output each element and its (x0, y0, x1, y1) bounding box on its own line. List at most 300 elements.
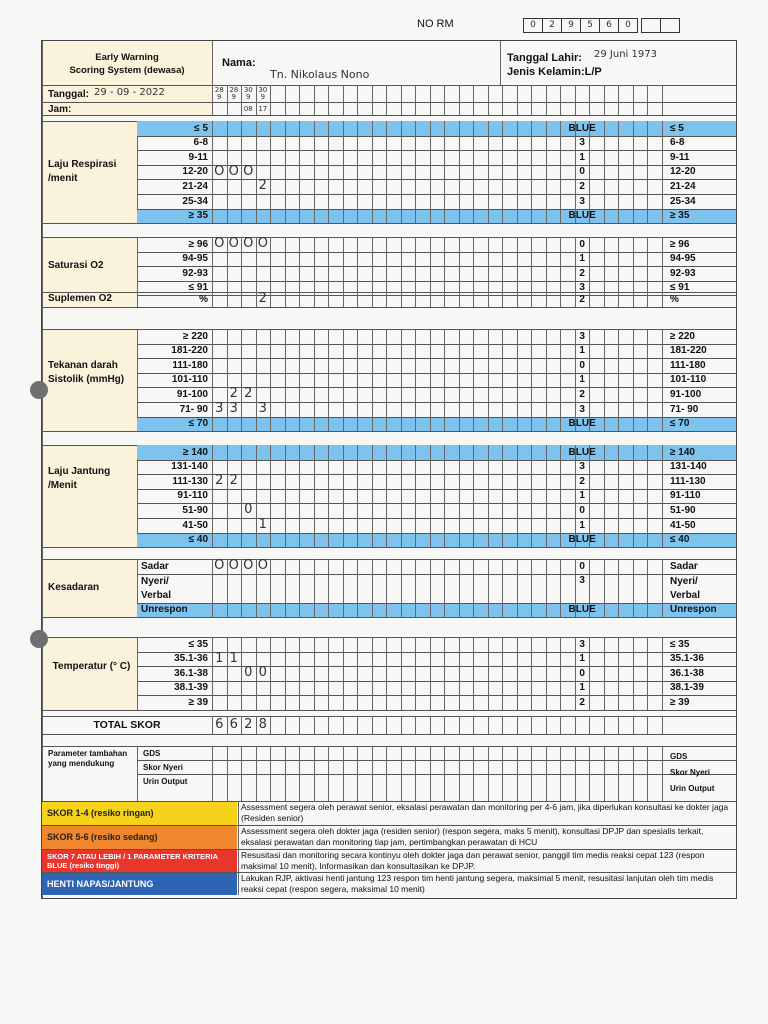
range-3-2: 111-180 (172, 359, 208, 371)
date-col-bottom[interactable]: 9 (217, 93, 222, 101)
grid-col (473, 237, 474, 295)
range-4-3: 91-110 (177, 490, 208, 502)
section-label-0: Laju Respirasi /menit (48, 159, 117, 185)
grid-col (357, 559, 358, 617)
grid-col (647, 445, 648, 547)
param-item-right: Urin Output (670, 784, 715, 793)
range-right-0-3: 12-20 (670, 166, 696, 178)
form-left (42, 41, 43, 898)
grid-col (633, 445, 634, 547)
range-6-1: 35.1-36 (174, 653, 208, 665)
handwritten-mark[interactable]: 3 (215, 401, 224, 416)
grid-col (314, 445, 315, 547)
grid-col (662, 237, 663, 295)
grid-col (444, 292, 445, 307)
grid-col (343, 445, 344, 547)
score-1-1: 1 (579, 253, 585, 265)
grid-col (633, 121, 634, 223)
grid-col (459, 237, 460, 295)
grid-col (647, 292, 648, 307)
grid-col (546, 746, 547, 801)
grid-col (212, 121, 213, 223)
legend-divider (238, 801, 239, 895)
range-0-3: 12-20 (182, 166, 208, 178)
section-label-4: Laju Jantung /Menit (48, 466, 111, 491)
grid-col (415, 292, 416, 307)
range-right-3-4: 91-100 (670, 388, 702, 400)
grid-col (618, 329, 619, 431)
range-right-3-0: ≥ 220 (670, 330, 695, 342)
handwritten-mark[interactable]: O (243, 236, 254, 251)
no-rm-digit-box[interactable] (660, 18, 680, 33)
param-item: Skor Nyeri (143, 763, 184, 772)
score-3-1: 1 (579, 345, 585, 357)
range-right-1-1: 94-95 (670, 253, 696, 265)
grid-col (575, 85, 576, 115)
grid-col (575, 716, 576, 734)
grid-col (343, 637, 344, 710)
grid-col (604, 85, 605, 115)
grid-col (212, 746, 213, 801)
handwritten-mark[interactable]: O (214, 236, 225, 251)
grid-col (546, 445, 547, 547)
no-rm-digit-box[interactable] (641, 18, 661, 33)
grid-col (386, 237, 387, 295)
grid-col (575, 445, 576, 547)
score-4-1: 3 (579, 461, 585, 473)
date-col-top[interactable]: 30 (258, 86, 268, 94)
total-value[interactable]: 6 (215, 717, 224, 732)
grid-col (459, 716, 460, 734)
grid-col (285, 292, 286, 307)
grid-col (546, 85, 547, 115)
grid-col (314, 746, 315, 801)
total-top (42, 716, 736, 717)
grid-col (328, 445, 329, 547)
range-right-0-1: 6-8 (670, 137, 685, 149)
grid-col (357, 716, 358, 734)
grid-col (531, 445, 532, 547)
grid-col (589, 716, 590, 734)
section-bottom (42, 223, 736, 224)
no-rm-digit-box[interactable]: 0 (618, 18, 638, 33)
grid-col (647, 329, 648, 431)
grid-col (618, 237, 619, 295)
grid-col (227, 637, 228, 710)
score-4-0: BLUE (568, 446, 596, 458)
score-0-3: 0 (579, 166, 585, 178)
grid-col (531, 85, 532, 115)
grid-col (328, 237, 329, 295)
handwritten-mark[interactable]: 2 (229, 386, 238, 402)
grid-col (415, 85, 416, 115)
grid-col (415, 445, 416, 547)
grid-col (227, 445, 228, 547)
handwritten-mark[interactable]: O (228, 558, 239, 573)
grid-col (444, 85, 445, 115)
date-col-bottom[interactable]: 9 (260, 93, 266, 101)
grid-col (401, 292, 402, 307)
score-5-0: 0 (579, 560, 585, 572)
grid-col (604, 716, 605, 734)
grid-col (502, 746, 503, 801)
score-3-4: 2 (579, 388, 585, 400)
range-right-5-0: Sadar (670, 560, 698, 572)
range-6-0: ≤ 35 (188, 638, 208, 650)
range-right-2-0: % (670, 293, 679, 305)
score-1-0: 0 (579, 238, 585, 250)
section-label-2: Suplemen O2 (48, 293, 112, 305)
grid-col (502, 559, 503, 617)
range-3-4: 91-100 (176, 388, 208, 400)
tanggal-lahir-label: Tanggal Lahir: (507, 52, 582, 64)
legend-line (42, 872, 736, 873)
grid-col (415, 329, 416, 431)
handwritten-mark[interactable]: 1 (215, 650, 224, 666)
no-rm-digit-box[interactable]: 2 (542, 18, 562, 33)
header-divider (500, 41, 501, 85)
handwritten-mark[interactable]: O (243, 163, 254, 179)
no-rm-digit-box[interactable]: 9 (561, 18, 581, 33)
score-0-0: BLUE (568, 122, 596, 134)
score-4-2: 2 (579, 475, 585, 487)
grid-col (546, 559, 547, 617)
grid-col (430, 559, 431, 617)
range-right-4-2: 111-130 (670, 475, 706, 487)
punch-hole-top (30, 381, 48, 399)
nama-value[interactable]: Tn. Nikolaus Nono (270, 68, 370, 81)
grid-col (415, 637, 416, 710)
handwritten-mark[interactable]: 1 (258, 517, 267, 532)
range-right-3-5: 71- 90 (670, 403, 699, 415)
grid-col (444, 637, 445, 710)
grid-col (459, 121, 460, 223)
grid-col (560, 746, 561, 801)
range-right-1-3: ≤ 91 (670, 282, 690, 294)
grid-col (343, 237, 344, 295)
grid-col (502, 637, 503, 710)
grid-col (430, 637, 431, 710)
grid-col (444, 237, 445, 295)
grid-col (502, 121, 503, 223)
handwritten-mark[interactable]: 3 (229, 401, 238, 416)
grid-col (430, 329, 431, 431)
grid-col (531, 716, 532, 734)
grid-col (314, 637, 315, 710)
range-right-3-3: 101-110 (670, 374, 707, 386)
grid-col (531, 559, 532, 617)
score-6-4: 2 (579, 696, 585, 708)
score-6-1: 1 (579, 653, 585, 665)
range-3-5: 71- 90 (179, 403, 208, 415)
no-rm-digit-box[interactable]: 0 (523, 18, 543, 33)
grid-col (314, 121, 315, 223)
no-rm-digit-box[interactable]: 5 (580, 18, 600, 33)
grid-col (328, 85, 329, 115)
section-label-6: Temperatur (° C) (52, 660, 131, 672)
grid-col (662, 292, 663, 307)
total-value[interactable]: 2 (244, 717, 253, 732)
handwritten-mark[interactable]: 2 (215, 473, 224, 489)
grid-col (430, 237, 431, 295)
ews-table (41, 40, 737, 899)
handwritten-mark[interactable]: 0 (244, 502, 253, 518)
grid-col (256, 559, 257, 617)
grid-col (575, 292, 576, 307)
date-col-top[interactable]: 30 (243, 86, 253, 94)
grid-col (662, 121, 663, 223)
score-5-2: BLUE (568, 604, 596, 616)
grid-col (473, 716, 474, 734)
grid-col (285, 445, 286, 547)
grid-col (488, 746, 489, 801)
legend-line (42, 825, 736, 826)
grid-col (604, 121, 605, 223)
grid-col (604, 292, 605, 307)
grid-col (227, 559, 228, 617)
score-0-2: 1 (579, 151, 585, 163)
grid-col (328, 121, 329, 223)
range-right-4-1: 131-140 (670, 461, 707, 473)
grid-col (401, 445, 402, 547)
time-col[interactable]: 17 (258, 105, 268, 113)
grid-col (386, 637, 387, 710)
param-label: Parameter tambahan yang mendukung (48, 749, 128, 768)
grid-col (357, 237, 358, 295)
grid-col (546, 716, 547, 734)
grid-col (473, 746, 474, 801)
grid-col (372, 329, 373, 431)
handwritten-mark[interactable]: O (214, 163, 225, 179)
date-col-bottom[interactable]: 9 (246, 93, 251, 101)
handwritten-mark[interactable]: 2 (229, 473, 238, 489)
grid-col (488, 85, 489, 115)
grid-col (401, 85, 402, 115)
range-right-6-2: 36.1-38 (670, 667, 704, 679)
grid-col (618, 121, 619, 223)
range-3-3: 101-110 (171, 374, 208, 386)
grid-col (473, 559, 474, 617)
grid-col (328, 637, 329, 710)
handwritten-mark[interactable]: O (228, 163, 239, 179)
grid-col (560, 292, 561, 307)
range-0-1: 6-8 (193, 137, 208, 149)
grid-col (372, 121, 373, 223)
grid-col (531, 637, 532, 710)
legend-text-0: Assessment segera oleh perawat senior, eksalasi perawatan dan monitoring per 4-6 jam, jika diperlukan konsultasi ke dokter jaga (Residen senior) (241, 802, 729, 823)
grid-col (270, 746, 271, 801)
range-right-0-2: 9-11 (670, 151, 690, 163)
grid-col (618, 559, 619, 617)
label-divider (137, 292, 138, 307)
handwritten-mark[interactable]: 2 (258, 178, 267, 194)
grid-col (328, 746, 329, 801)
handwritten-mark[interactable]: O (257, 558, 268, 573)
date-col-top[interactable]: 28 (214, 86, 224, 94)
grid-col (488, 559, 489, 617)
score-3-5: 3 (579, 403, 585, 415)
grid-col (589, 85, 590, 115)
score-0-6: BLUE (568, 210, 596, 222)
total-value[interactable]: 8 (258, 717, 267, 732)
score-0-4: 2 (579, 180, 585, 192)
handwritten-mark[interactable]: O (257, 236, 268, 251)
grid-col (575, 637, 576, 710)
grid-col (502, 329, 503, 431)
handwritten-mark[interactable]: O (228, 236, 239, 251)
grid-col (343, 716, 344, 734)
range-4-1: 131-140 (171, 461, 208, 473)
grid-col (299, 637, 300, 710)
grid-col (560, 329, 561, 431)
grid-col (618, 716, 619, 734)
grid-col (415, 237, 416, 295)
no-rm-label: NO RM (417, 18, 454, 30)
grid-col (560, 121, 561, 223)
range-4-0: ≥ 140 (183, 446, 208, 458)
grid-col (343, 559, 344, 617)
grid-col (415, 121, 416, 223)
grid-col (415, 559, 416, 617)
grid-col (473, 329, 474, 431)
grid-col (314, 716, 315, 734)
grid-col (604, 445, 605, 547)
grid-col (227, 237, 228, 295)
grid-col (212, 559, 213, 617)
date-col-top[interactable]: 28 (229, 86, 239, 94)
range-right-6-4: ≥ 39 (670, 696, 690, 708)
range-0-4: 21-24 (182, 180, 208, 192)
grid-col (227, 121, 228, 223)
grid-col (386, 85, 387, 115)
grid-col (314, 237, 315, 295)
grid-col (314, 559, 315, 617)
grid-col (241, 237, 242, 295)
grid-col (430, 292, 431, 307)
grid-col (546, 121, 547, 223)
grid-col (401, 746, 402, 801)
grid-col (647, 237, 648, 295)
grid-col (357, 292, 358, 307)
handwritten-mark[interactable]: 2 (244, 386, 253, 402)
grid-col (401, 237, 402, 295)
grid-col (444, 716, 445, 734)
grid-col (386, 746, 387, 801)
range-5-2: Unrespon (141, 604, 188, 616)
grid-col (270, 445, 271, 547)
grid-col (285, 716, 286, 734)
section-bottom (42, 547, 736, 548)
grid-col (357, 746, 358, 801)
handwritten-mark[interactable]: O (243, 558, 254, 573)
legend-text-2: Resusitasi dan monitoring secara kontinyu oleh dokter jaga dan perawat senior, panggil tim medis reaksi cepat 123 (respon maksimal 10 menit), Informasikan dan konsultasikan ke DPJP. (241, 850, 705, 871)
grid-col (531, 292, 532, 307)
section-top (42, 637, 736, 638)
total-bottom (42, 734, 736, 735)
range-right-0-0: ≤ 5 (670, 122, 684, 134)
section-top (42, 292, 736, 293)
handwritten-mark[interactable]: O (214, 558, 225, 573)
tanggal-value[interactable]: 29 - 09 - 2022 (94, 87, 165, 98)
grid-col (546, 237, 547, 295)
range-right-4-6: ≤ 40 (670, 534, 690, 546)
grid-col (473, 292, 474, 307)
grid-col (314, 292, 315, 307)
tanggal-lahir-value[interactable]: 29 Juni 1973 (594, 49, 657, 60)
section-bottom (42, 295, 736, 296)
range-right-4-5: 41-50 (670, 519, 696, 531)
grid-col (299, 85, 300, 115)
range-0-2: 9-11 (188, 151, 208, 163)
grid-col (270, 559, 271, 617)
grid-col (662, 746, 663, 801)
score-1-3: 3 (579, 282, 585, 294)
section-bottom (42, 431, 736, 432)
grid-col (560, 559, 561, 617)
score-4-3: 1 (579, 490, 585, 502)
handwritten-mark[interactable]: 2 (258, 291, 267, 306)
grid-col (241, 445, 242, 547)
grid-col (604, 559, 605, 617)
range-1-0: ≥ 96 (188, 238, 208, 250)
grid-col (256, 237, 257, 295)
date-col-bottom[interactable]: 9 (231, 93, 236, 101)
grid-col (299, 237, 300, 295)
grid-col (459, 85, 460, 115)
handwritten-mark[interactable]: 0 (244, 665, 253, 681)
grid-col (647, 559, 648, 617)
range-0-0: ≤ 5 (194, 122, 208, 134)
grid-col (444, 559, 445, 617)
jenis-kelamin-label: Jenis Kelamin:L/P (507, 66, 602, 78)
param-item-right: GDS (670, 752, 688, 761)
grid-col (270, 329, 271, 431)
grid-col (241, 746, 242, 801)
grid-col (531, 746, 532, 801)
total-value[interactable]: 6 (229, 717, 238, 732)
grid-col (647, 85, 648, 115)
param-item: Urin Output (143, 777, 188, 786)
range-4-4: 51-90 (182, 504, 208, 516)
grid-col (430, 716, 431, 734)
range-0-5: 25-34 (182, 195, 208, 207)
grid-col (517, 559, 518, 617)
range-4-5: 41-50 (182, 519, 208, 531)
section-top (42, 329, 736, 330)
grid-col (212, 329, 213, 431)
legend-line (42, 849, 736, 850)
grid-col (401, 716, 402, 734)
grid-col (633, 746, 634, 801)
handwritten-mark[interactable]: 3 (258, 401, 267, 416)
grid-col (299, 445, 300, 547)
score-4-6: BLUE (568, 534, 596, 546)
time-col[interactable]: 08 (243, 105, 253, 113)
range-right-0-4: 21-24 (670, 180, 696, 192)
grid-col (299, 292, 300, 307)
range-1-3: ≤ 91 (188, 282, 208, 294)
grid-col (314, 85, 315, 115)
handwritten-mark[interactable]: 0 (258, 665, 267, 681)
grid-col (618, 85, 619, 115)
grid-col (430, 746, 431, 801)
grid-col (444, 445, 445, 547)
grid-col (285, 559, 286, 617)
grid-col (256, 746, 257, 801)
grid-col (256, 121, 257, 223)
no-rm-digit-box[interactable]: 6 (599, 18, 619, 33)
handwritten-mark[interactable]: 1 (229, 650, 238, 666)
